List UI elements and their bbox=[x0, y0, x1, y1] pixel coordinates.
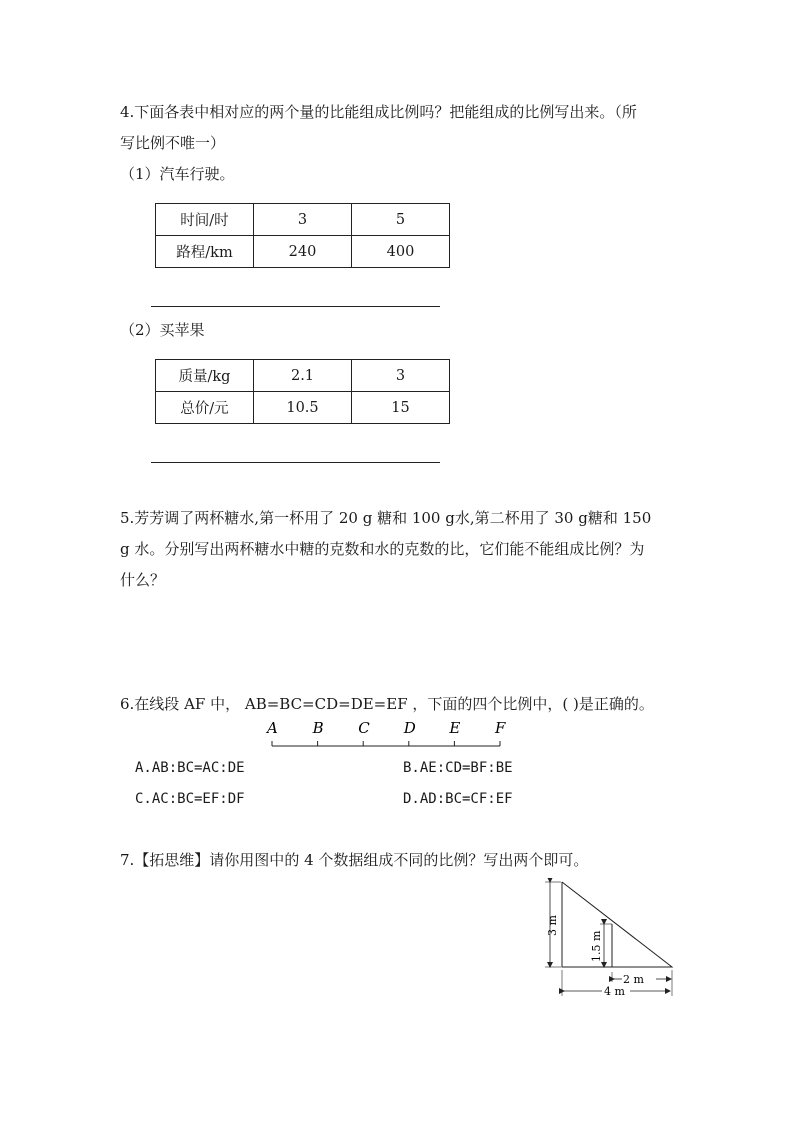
table-row bbox=[156, 204, 450, 236]
table-row bbox=[156, 360, 450, 392]
q4-answer-line-2[interactable] bbox=[151, 462, 440, 463]
q4-table-2 bbox=[155, 359, 450, 424]
q4-stem-line1: 4.下面各表中相对应的两个量的比能组成比例吗？把能组成的比例写出来。（所 bbox=[120, 103, 637, 121]
segment-point-label: B bbox=[312, 719, 324, 737]
table-cell: 3 bbox=[352, 360, 450, 392]
q4-stem-line2: 写比例不唯一） bbox=[120, 134, 226, 152]
q6-option-b[interactable]: B.AE:CD=BF:BE bbox=[403, 760, 513, 776]
table-cell: 5 bbox=[352, 204, 450, 236]
q4-part1-title: （1）汽车行驶。 bbox=[120, 165, 235, 183]
table-cell: 3 bbox=[254, 204, 352, 236]
q4-part2-title: （2）买苹果 bbox=[120, 321, 205, 339]
table-cell: 400 bbox=[352, 236, 450, 268]
table-cell: 10.5 bbox=[254, 392, 352, 424]
table-cell: 时间/时 bbox=[156, 204, 254, 236]
segment-point-label: C bbox=[358, 719, 370, 737]
big-height-label: 3 m bbox=[546, 915, 559, 936]
table-row bbox=[156, 392, 450, 424]
small-height-label: 1.5 m bbox=[590, 930, 603, 962]
table-cell: 路程/km bbox=[156, 236, 254, 268]
q6-stem: 6.在线段 AF 中， AB=BC=CD=DE=EF ，下面的四个比例中，( )是正确的。 bbox=[120, 695, 654, 713]
q6-option-c[interactable]: C.AC:BC=EF:DF bbox=[135, 791, 245, 807]
q4-answer-line-1[interactable] bbox=[151, 306, 440, 307]
table-cell: 总价/元 bbox=[156, 392, 254, 424]
q6-option-d[interactable]: D.AD:BC=CF:EF bbox=[403, 791, 513, 807]
big-triangle bbox=[562, 882, 672, 967]
small-base-label: 2 m bbox=[623, 973, 644, 986]
q5-stem-line3: 什么？ bbox=[120, 571, 166, 589]
table-cell: 2.1 bbox=[254, 360, 352, 392]
segment-point-label: A bbox=[267, 719, 278, 737]
q5-stem-line1: 5.芳芳调了两杯糖水,第一杯用了 20 g 糖和 100 g水,第二杯用了 30 g糖和 150 bbox=[120, 509, 652, 527]
q4-table-1 bbox=[155, 203, 450, 268]
table-cell: 质量/kg bbox=[156, 360, 254, 392]
table-cell: 240 bbox=[254, 236, 352, 268]
big-base-label: 4 m bbox=[604, 985, 625, 998]
segment-af-diagram bbox=[262, 716, 512, 752]
q5-stem-line2: g 水。分别写出两杯糖水中糖的克数和水的克数的比，它们能不能组成比例？为 bbox=[120, 540, 645, 558]
q6-option-a[interactable]: A.AB:BC=AC:DE bbox=[135, 760, 245, 776]
segment-point-label: F bbox=[495, 719, 506, 737]
triangle-diagram bbox=[540, 878, 680, 1000]
table-row bbox=[156, 236, 450, 268]
table-cell: 15 bbox=[352, 392, 450, 424]
segment-point-label: D bbox=[403, 719, 416, 737]
q7-stem: 7.【拓思维】请你用图中的 4 个数据组成不同的比例？写出两个即可。 bbox=[120, 851, 589, 869]
segment-point-label: E bbox=[449, 719, 461, 737]
